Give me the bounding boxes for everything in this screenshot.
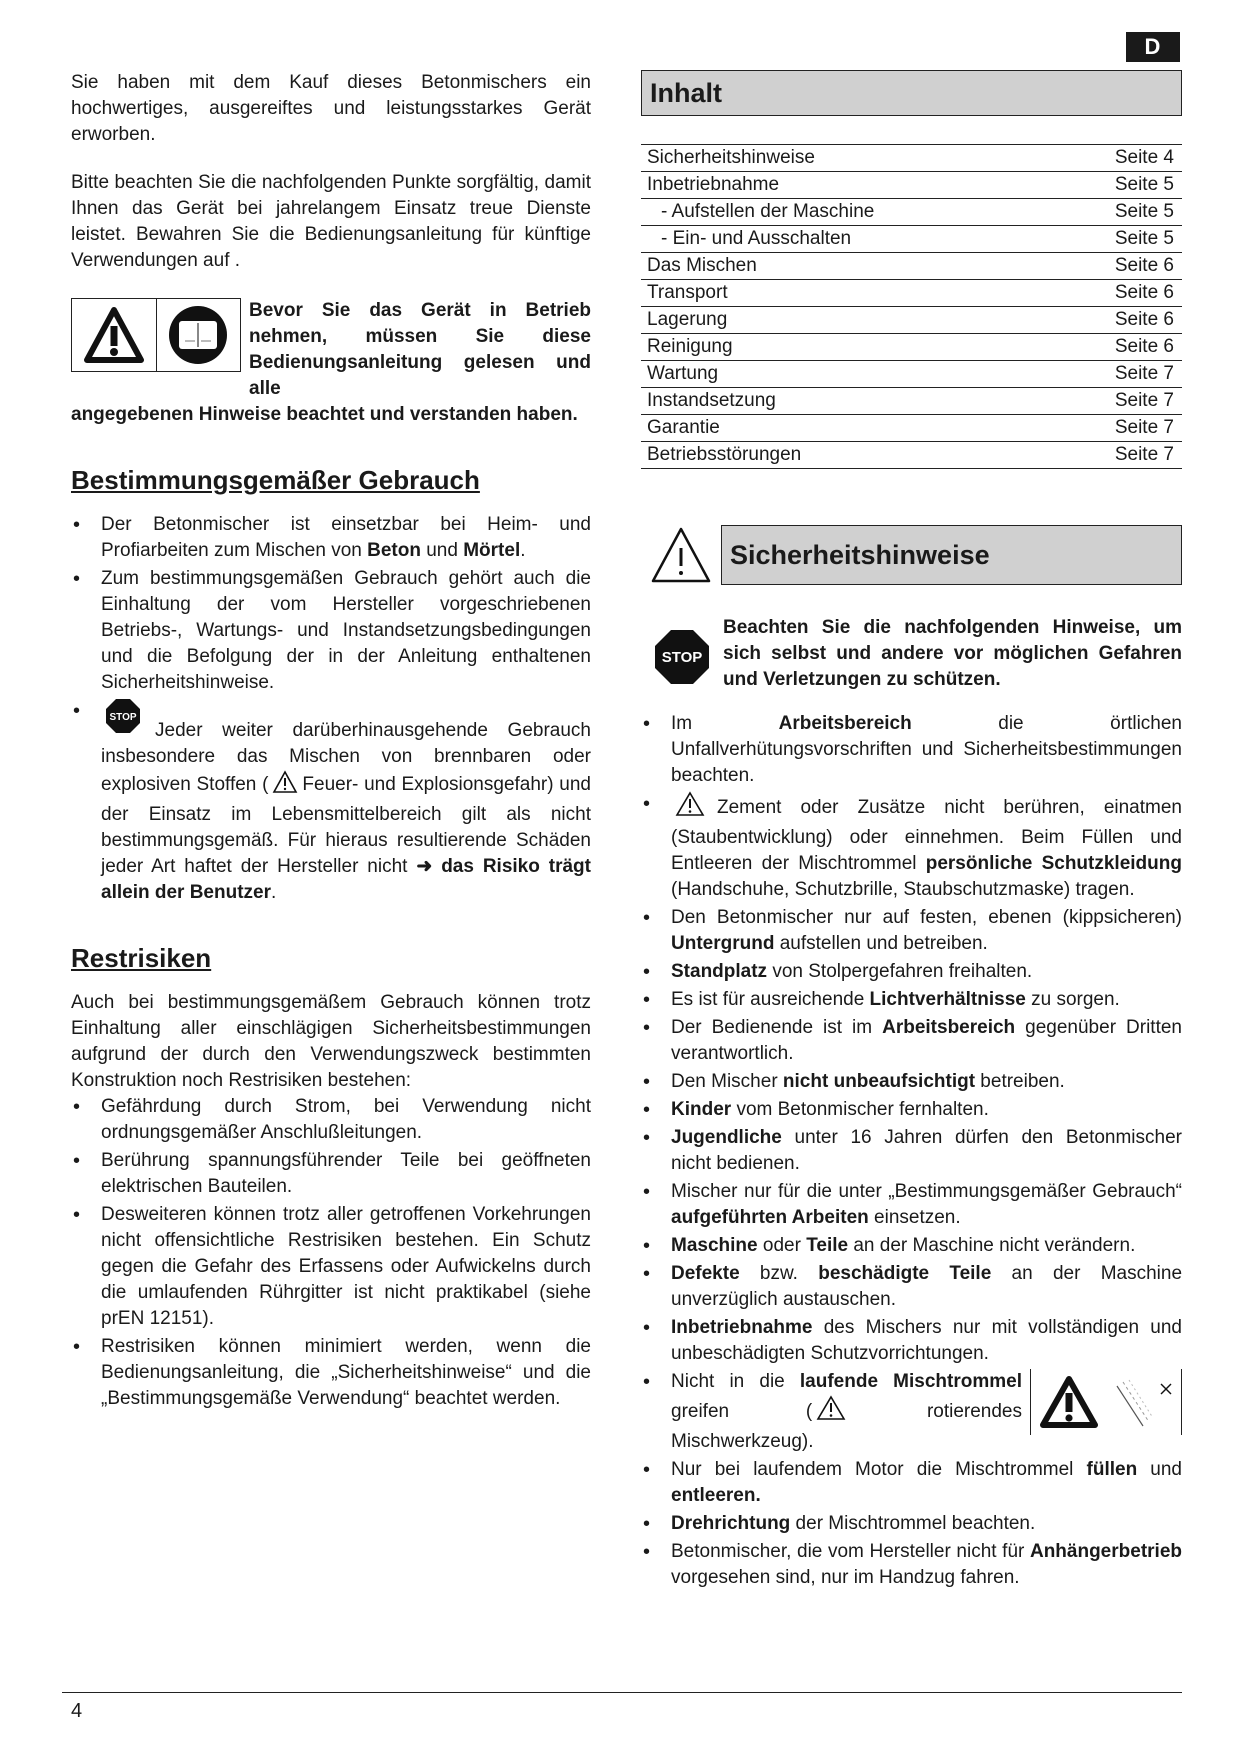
stop-sign-icon: [641, 615, 723, 693]
toc-label: Reinigung: [647, 336, 733, 357]
warning-icon-group: [71, 298, 241, 372]
left-column: [71, 70, 591, 1414]
toc-label: - Ein- und Ausschalten: [661, 228, 852, 249]
residual-risks-intro: Auch bei bestimmungsgemäßem Gebrauch können trotz Einhaltung aller einschlägigen Sicherheitsbestimmungen aufgrund der durch den Verwendungszweck bestimmten Konstruktion noch Restrisiken bestehen:: [71, 992, 591, 1091]
stop-sign-icon: [105, 698, 141, 742]
toc-row[interactable]: [641, 415, 1182, 442]
list-item: [641, 1125, 1182, 1177]
warning-text-1: Bevor Sie das Gerät in Betrieb nehmen, müssen Sie diese Bedienungsanleitung gelesen und alle: [249, 300, 591, 399]
text: und: [1137, 1459, 1182, 1480]
text: Feuer- und Explosionsgefahr) und der Einsatz im Lebensmittelbereich gilt als nicht bestimmungsgemäß. Für hieraus resultierende Schäden jeder Art haftet der Hersteller nicht: [101, 774, 591, 877]
small-warning-triangle-icon: [675, 791, 705, 825]
safety-list: [641, 711, 1182, 1591]
bold-text: Drehrichtung: [671, 1513, 791, 1534]
text: Den Mischer: [671, 1071, 783, 1092]
rotating-tool-icon-group: [1030, 1369, 1182, 1435]
intended-use-list: [71, 512, 591, 906]
text: Zum bestimmungsgemäßen Gebrauch gehört auch die Einhaltung der vom Hersteller vorgeschriebenen Betriebs-, Wartungs- und Instandsetzungsbedingungen und die Befolgung der in der Anleitung enthaltenen Sicherheitshinweise.: [101, 568, 591, 693]
toc-row[interactable]: [641, 199, 1182, 226]
list-item: • Desweiteren können trotz aller getroffenen Vorkehrungen nicht offensichtliche Restrisiken bestehen. Ein Schutz gegen die Gefahr des Erfassens oder Aufwickelns durch die umlaufenden Rührgitter ist nicht praktikabel (siehe prEN 12151).: [71, 1202, 591, 1332]
text: vorgesehen sind, nur im Handzug fahren.: [671, 1567, 1020, 1588]
text: einsetzen.: [868, 1207, 961, 1228]
text: .: [520, 540, 526, 561]
read-manual-warning: [71, 298, 591, 428]
bold-text: aufgeführten Arbeiten: [671, 1207, 869, 1228]
toc-label: Wartung: [647, 363, 719, 384]
bold-text: beschädigte Teile: [818, 1263, 992, 1284]
text: aufstellen und betreiben.: [774, 933, 988, 954]
toc-label: Instandsetzung: [647, 390, 776, 411]
stop-icon-label: • STOP: [109, 712, 137, 723]
list-item: [71, 698, 591, 906]
toc-label: - Aufstellen der Maschine: [661, 201, 875, 222]
list-item: [641, 959, 1182, 985]
toc-row[interactable]: [641, 388, 1182, 415]
text: unter 16 Jahren dürfen den Betonmischer nicht bedienen.: [671, 1127, 1182, 1174]
text: Der Bedienende ist im: [671, 1017, 883, 1038]
list-item: • Berührung spannungsführender Teile bei geöffneten elektrischen Bauteilen.: [71, 1148, 591, 1200]
intro-paragraph-1: Sie haben mit dem Kauf dieses Betonmischers ein hochwertiges, ausgereiftes und leistungsstarkes Gerät erworben.: [71, 72, 591, 145]
bold-text: Standplatz: [671, 961, 768, 982]
toc-row[interactable]: [641, 226, 1182, 253]
list-item: [641, 905, 1182, 957]
list-item: [641, 1457, 1182, 1509]
list-item: [641, 711, 1182, 789]
list-item: [641, 987, 1182, 1013]
intro-paragraph-2: Bitte beachten Sie die nachfolgenden Punkte sorgfältig, damit Ihnen das Gerät bei jahrelangem Einsatz treue Dienste leistet. Bewahren Sie die Bedienungsanleitung für künftige Verwendungen auf .: [71, 172, 591, 271]
bold-text: Arbeitsbereich: [778, 713, 912, 734]
list-item: [641, 1233, 1182, 1259]
text: Den Betonmischer nur auf festen, ebenen (kippsicheren): [671, 907, 1182, 928]
text: an der Maschine nicht verändern.: [848, 1235, 1136, 1256]
bold-text: Anhängerbetrieb: [1029, 1541, 1182, 1562]
toc-title: Inhalt: [641, 70, 1182, 116]
toc-row[interactable]: [641, 253, 1182, 280]
toc-row[interactable]: [641, 144, 1182, 172]
read-manual-icon: [157, 299, 241, 371]
toc-page: Seite 6: [1114, 336, 1174, 357]
safety-section-header: [641, 525, 1182, 585]
bold-text: Kinder: [671, 1099, 732, 1120]
toc-row[interactable]: [641, 307, 1182, 334]
text: Nicht in die: [671, 1371, 800, 1392]
toc-row[interactable]: [641, 334, 1182, 361]
text: der Mischtrommel beachten.: [790, 1513, 1036, 1534]
text: bzw.: [739, 1263, 819, 1284]
table-of-contents: [641, 144, 1182, 469]
stop-icon-label: STOP: [661, 649, 703, 666]
bold-text: füllen: [1086, 1459, 1138, 1480]
list-item: [641, 1539, 1182, 1591]
stop-notice-text: Beachten Sie die nachfolgenden Hinweise, um sich selbst und andere vor möglichen Gefahren und Verletzungen zu schützen.: [723, 617, 1182, 690]
toc-page: Seite 7: [1114, 363, 1174, 384]
list-item: [641, 1511, 1182, 1537]
list-item: [641, 1069, 1182, 1095]
list-item: [641, 1179, 1182, 1231]
warning-text-2: angegebenen Hinweise beachtet und verstanden haben.: [71, 404, 578, 425]
text: Zement oder Zusätze nicht berühren, einatmen (Staubentwicklung) oder einnehmen. Beim Füllen und Entleeren der Mischtrommel: [671, 797, 1182, 874]
text: zu sorgen.: [1025, 989, 1120, 1010]
toc-page: Seite 4: [1114, 147, 1174, 168]
list-item: [71, 566, 591, 696]
bold-text: nicht unbeaufsichtigt: [782, 1071, 976, 1092]
page-number: 4: [71, 1700, 83, 1722]
toc-page: Seite 6: [1114, 255, 1174, 276]
toc-page: Seite 5: [1114, 201, 1174, 222]
toc-label: Garantie: [647, 417, 720, 438]
text: betreiben.: [975, 1071, 1065, 1092]
toc-label: Betriebsstörungen: [647, 444, 802, 465]
text: gegenüber Dritten verantwortlich.: [671, 1017, 1182, 1064]
text: Der Betonmischer ist einsetzbar bei Heim- und Profiarbeiten zum Mischen von: [101, 514, 591, 561]
bold-text: persönliche Schutzkleidung: [925, 853, 1182, 874]
list-item: [641, 1369, 1182, 1455]
toc-label: Lagerung: [647, 309, 728, 330]
bold-text: Beton: [367, 540, 421, 561]
text: Im: [671, 713, 779, 734]
text: vom Betonmischer fernhalten.: [731, 1099, 989, 1120]
bold-text: Teile: [806, 1235, 849, 1256]
intended-use-heading: Bestimmungsgemäßer Gebrauch: [71, 465, 480, 495]
rotating-blade-icon: [1106, 1369, 1181, 1435]
bold-text: Lichtverhältnisse: [869, 989, 1026, 1010]
text: .: [271, 882, 277, 903]
safety-title: Sicherheitshinweise: [721, 525, 1182, 585]
text: von Stolpergefahren freihalten.: [767, 961, 1033, 982]
toc-row[interactable]: [641, 442, 1182, 469]
bold-text: laufende Mischtrommel: [799, 1371, 1022, 1392]
toc-page: Seite 6: [1114, 282, 1174, 303]
warning-triangle-icon: [72, 299, 157, 371]
residual-risks-list: [71, 1094, 591, 1412]
text: rotierendes Mischwerkzeug).: [671, 1401, 1022, 1452]
text: Mischer nur für die unter „Bestimmungsgemäßer Gebrauch“: [671, 1181, 1182, 1202]
list-item: • Restrisiken können minimiert werden, wenn die Bedienungsanleitung, die „Sicherheitshinweise“ und die „Bestimmungsgemäße Verwendung“ beachtet werden.: [71, 1334, 591, 1412]
text: an der Maschine unverzüglich austauschen.: [671, 1263, 1183, 1310]
arrow-icon: ➜: [416, 856, 442, 877]
toc-label: Das Mischen: [647, 255, 757, 276]
toc-row[interactable]: [641, 172, 1182, 199]
toc-label: Transport: [647, 282, 728, 303]
footer-divider: [62, 1692, 1182, 1693]
text: greifen (: [671, 1401, 813, 1422]
list-item: [641, 1315, 1182, 1367]
bold-text: Inbetriebnahme: [671, 1317, 813, 1338]
bold-text: Maschine: [671, 1235, 758, 1256]
list-item: [641, 1261, 1182, 1313]
list-item: • Gefährdung durch Strom, bei Verwendung nicht ordnungsgemäßer Anschlußleitungen.: [71, 1094, 591, 1146]
list-item: [71, 512, 591, 564]
text: Nur bei laufendem Motor die Mischtrommel: [671, 1459, 1087, 1480]
toc-page: Seite 7: [1114, 417, 1174, 438]
toc-page: Seite 5: [1114, 228, 1174, 249]
bold-text: das Risiko trägt allein der Benutzer: [101, 856, 591, 903]
list-item: [641, 1015, 1182, 1067]
language-badge: D: [1126, 32, 1180, 62]
bold-text: Jugendliche: [671, 1127, 782, 1148]
toc-row[interactable]: [641, 280, 1182, 307]
toc-page: Seite 5: [1114, 174, 1174, 195]
small-warning-triangle-icon: [816, 1395, 846, 1429]
toc-label: Sicherheitshinweise: [647, 147, 815, 168]
stop-notice: [641, 615, 1182, 693]
list-item: [641, 791, 1182, 903]
text: Es ist für ausreichende: [671, 989, 870, 1010]
bold-text: Defekte: [671, 1263, 740, 1284]
bold-text: Untergrund: [671, 933, 775, 954]
bold-text: Mörtel: [463, 540, 521, 561]
bold-text: entleeren.: [671, 1485, 761, 1506]
toc-row[interactable]: [641, 361, 1182, 388]
list-item: [641, 1097, 1182, 1123]
warning-triangle-icon: [1031, 1369, 1106, 1435]
right-column: [641, 70, 1182, 1593]
small-warning-triangle-icon: [272, 770, 298, 802]
text: die örtlichen Unfallverhütungsvorschriften und Sicherheitsbestimmungen beachten.: [671, 713, 1182, 786]
warning-triangle-icon: [641, 526, 721, 584]
text: (Handschuhe, Schutzbrille, Staubschutzmaske) tragen.: [671, 879, 1135, 900]
text: oder: [757, 1235, 807, 1256]
bold-text: Arbeitsbereich: [882, 1017, 1016, 1038]
toc-page: Seite 7: [1114, 444, 1174, 465]
toc-page: Seite 6: [1114, 309, 1174, 330]
toc-page: Seite 7: [1114, 390, 1174, 411]
residual-risks-heading: Restrisiken: [71, 943, 212, 973]
text: Jeder weiter darüberhinausgehende Gebrauch insbesondere das Mischen von brennbaren oder explosiven Stoffen (: [101, 720, 591, 795]
toc-label: Inbetriebnahme: [647, 174, 780, 195]
text: und: [420, 540, 464, 561]
text: Betonmischer, die vom Hersteller nicht für: [671, 1541, 1030, 1562]
text: des Mischers nur mit vollständigen und unbeschädigten Schutzvorrichtungen.: [671, 1317, 1182, 1364]
